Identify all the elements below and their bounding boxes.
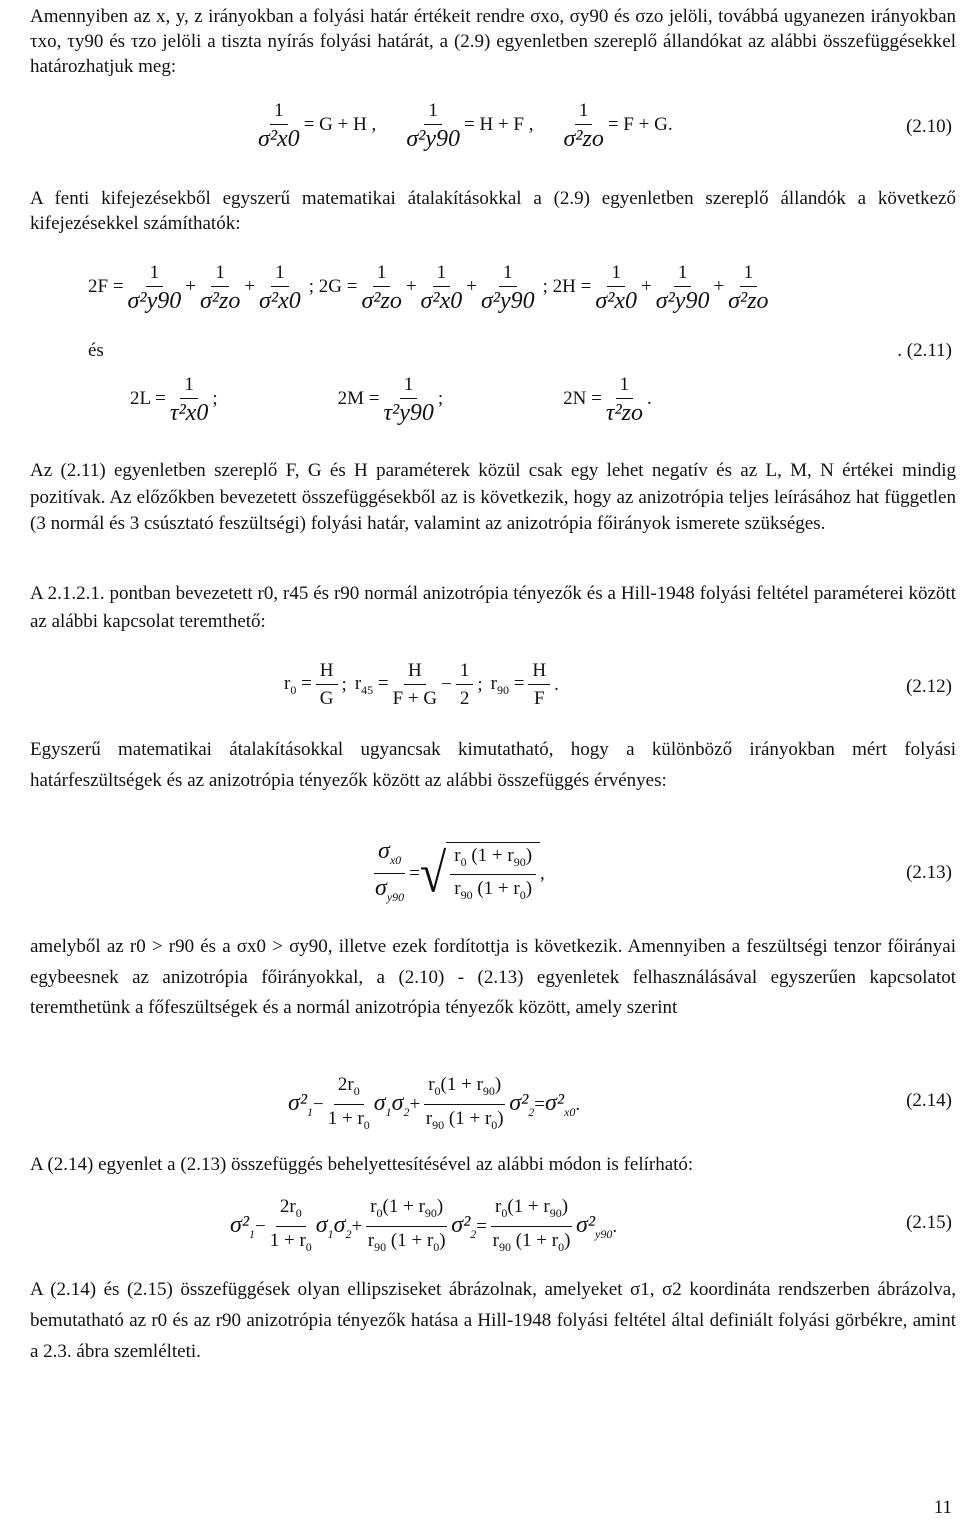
equation-label: (2.10) <box>906 116 952 137</box>
fraction: $\frac{1}{\text{σ²y90}}$ <box>406 100 460 152</box>
sqrt-symbol: √ $\frac{r_0 (1 + r_{90})}{r_{90} (1 + r_0)}$ <box>420 842 540 907</box>
equation-2-11: 2F = $\frac{1}{\text{σ²y90}}$ + $\frac{1}{\text{σ²zo}}$ + $\frac{1}{\text{σ²x0}}$ ; 2G = $\frac{1}{\text{σ²zo}}$ + $\frac{1}{\text{σ²x0}}$ + $\frac{1}{\text{σ²y90}}$ ; 2H = $\frac{1}{\text{σ²x0}}$ + $\frac{1}{\text{σ²y90}}$ + $\frac{1}{\text{σ²zo}}$ és . (2.11) 2L = $\frac{1}{\text{τ²x0}}$ ; 2M = $\frac{1}{\text{τ²y90}}$ ; 2N = $\frac{1}{\text{τ²zo}}$ . <box>88 262 952 426</box>
equation-2-12: $r_0$ = $\frac{H}{G}$ ; $r_{45}$ = $\frac{H}{F + G}$ − $\frac{1}{2}$ ; $r_{90}$ = $\frac{H}{F}$ . (2.12) <box>284 660 952 709</box>
equation-2-14: $\sigma^2_1$ − $\frac{2r_0}{1 + r_0}$ $\sigma_1\sigma_2$ + $\frac{r_0(1 + r_{90})}{r_{90} (1 + r_0)}$ $\sigma^2_2$ = $\sigma^2_{x0}$ . (2.14) <box>288 1074 952 1132</box>
paragraph-derivation: A fenti kifejezésekből egyszerű matematikai átalakításokkal a (2.9) egyenletben szereplő állandók a következő kifejezésekkel számíthatók: <box>30 188 956 234</box>
equation-label: (2.14) <box>906 1090 952 1111</box>
paragraph-parameters: Az (2.11) egyenletben szereplő F, G és H paraméterek közül csak egy lehet negatív és az L, M, N értékei mindig pozitívak. Az előzőkben bevezetett összefüggésekből az is következik, hogy az anizotrópia teljes leírásához hat független (3 normál és 3 csúsztató feszültségi) folyási határ, valamint az anizotrópia főirányok ismerete szükséges. <box>30 460 956 534</box>
paragraph-ellipses: A (2.14) és (2.15) összefüggések olyan ellipsziseket ábrázolnak, amelyeket σ1, σ2 koordináta rendszerben ábrázolva, bemutatható az r0 és az r90 anizotrópia tényezők hatása a Hill-1948 folyási feltétel által definiált folyási görbékre, amint a 2.3. ábra szemlélteti. <box>30 1279 956 1362</box>
paragraph-anisotropy: A 2.1.2.1. pontban bevezetett r0, r45 és r90 normál anizotrópia tényezők és a Hill-1948 folyási feltétel paraméterei között az alábbi kapcsolat teremthető: <box>30 583 956 632</box>
equation-label: (2.12) <box>906 676 952 697</box>
equation-label: . (2.11) <box>897 340 952 361</box>
paragraph-consequence: amelyből az r0 > r90 és a σx0 > σy90, illetve ezek fordítottja is következik. Amennyiben a feszültségi tenzor főirányai egybeesnek az anizotrópia főirányokkal, a (2.10) - (2.13) egyenletek felhasználásával egyszerűen kapcsolatot teremthetünk a főfeszültségek és a normál anizotrópia tényezők között, amely szerint <box>30 936 956 1018</box>
equation-label: (2.13) <box>906 862 952 883</box>
equation-2-15: $\sigma^2_1$ − $\frac{2r_0}{1 + r_0}$ $\sigma_1\sigma_2$ + $\frac{r_0(1 + r_{90})}{r_{90} (1 + r_0)}$ $\sigma^2_2$ = $\frac{r_0(1 + r_{90})}{r_{90} (1 + r_0)}$ $\sigma^2_{y90}$ . (2.15) <box>230 1196 952 1254</box>
paragraph-relation: Egyszerű matematikai átalakításokkal ugyancsak kimutatható, hogy a különböző irányokban mért folyási határfeszültségek és az anizotrópia tényezők között az alábbi összefüggés érvényes: <box>30 739 956 791</box>
fraction: $\frac{1}{\text{σ²x0}}$ <box>258 100 300 152</box>
fraction: $\frac{1}{\text{σ²zo}}$ <box>563 100 604 152</box>
equation-2-10: $\frac{1}{\text{σ²x0}}$ = G + H , $\frac{1}{\text{σ²y90}}$ = H + F , $\frac{1}{\text{σ²zo}}$ = F + G. (2.10) <box>258 100 952 152</box>
paragraph-intro: Amennyiben az x, y, z irányokban a folyási határ értékeit rendre σxo, σy90 és σzo jelöli, továbbá ugyanezen irányokban τxo, τy90 és τzo jelöli a tiszta nyírás folyási határát, a (2.9) egyenletben szereplő állandókat az alábbi összefüggésekkel határozhatjuk meg: <box>30 6 956 77</box>
paragraph-substitution: A (2.14) egyenlet a (2.13) összefüggés behelyettesítésével az alábbi módon is felírható: <box>30 1154 694 1175</box>
page-number: 11 <box>933 1497 952 1518</box>
equation-2-13: $\frac{\sigma_{x0}}{\sigma_{y90}}$ = √ $\frac{r_0 (1 + r_{90})}{r_{90} (1 + r_0)}$ , (2.13) <box>30 840 956 908</box>
equation-label: (2.15) <box>906 1212 952 1233</box>
